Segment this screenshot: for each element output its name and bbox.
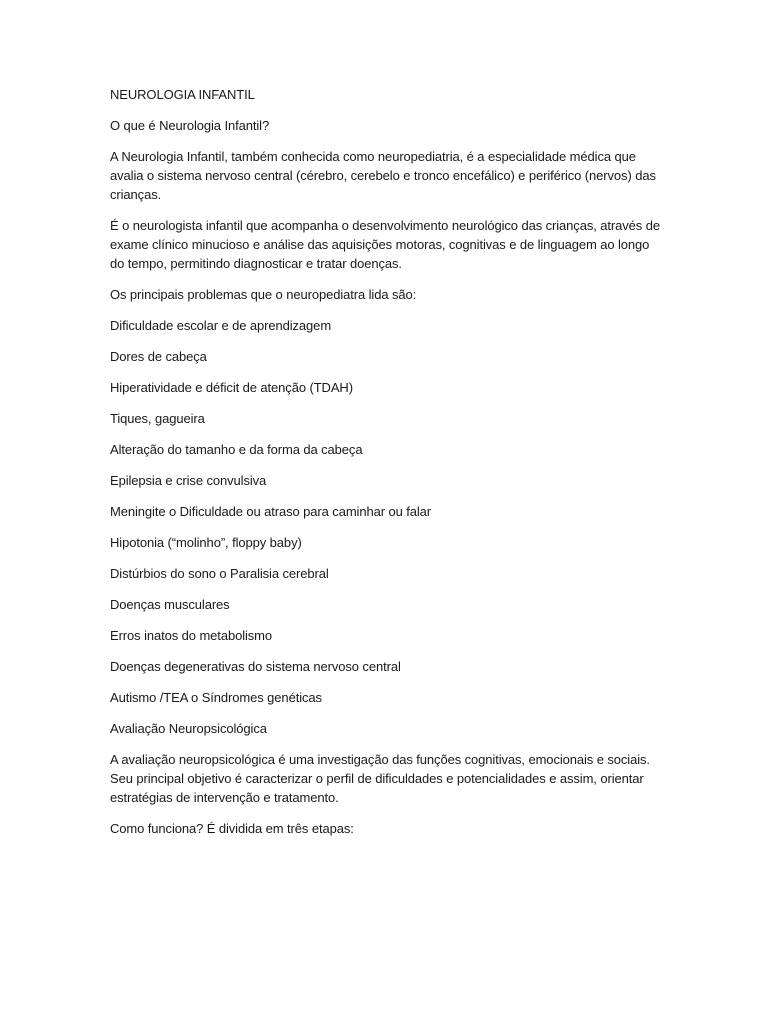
section-title: Avaliação Neuropsicológica	[110, 721, 267, 736]
problem-item: Doenças musculares	[110, 597, 230, 612]
problem-item: Alteração do tamanho e da forma da cabeça	[110, 442, 363, 457]
how-it-works: Como funciona? É dividida em três etapas:	[110, 821, 354, 836]
problem-item: Hipotonia (“molinho”, floppy baby)	[110, 535, 302, 550]
intro-paragraph-2: É o neurologista infantil que acompanha o desenvolvimento neurológico das crianças, através de exame clínico minucioso e análise das aquisições motoras, cognitivas e de linguagem ao longo do tempo, permitindo diagnosticar e tratar doenças.	[110, 218, 660, 271]
problem-item: Distúrbios do sono o Paralisia cerebral	[110, 566, 329, 581]
document-title: NEUROLOGIA INFANTIL	[110, 87, 255, 102]
document-body	[110, 85, 665, 850]
question-heading: O que é Neurologia Infantil?	[110, 118, 270, 133]
problems-intro: Os principais problemas que o neuropediatra lida são:	[110, 287, 417, 302]
problem-item: Doenças degenerativas do sistema nervoso central	[110, 659, 401, 674]
problem-item: Erros inatos do metabolismo	[110, 628, 273, 643]
problem-item: Epilepsia e crise convulsiva	[110, 473, 267, 488]
problem-item: Meningite o Dificuldade ou atraso para caminhar ou falar	[110, 504, 432, 519]
intro-paragraph-1: A Neurologia Infantil, também conhecida como neuropediatria, é a especialidade médica que avalia o sistema nervoso central (cérebro, cerebelo e tronco encefálico) e periférico (nervos) das crianças.	[110, 149, 656, 202]
problem-item: Tiques, gagueira	[110, 411, 205, 426]
problem-item: Hiperatividade e déficit de atenção (TDAH)	[110, 380, 353, 395]
section-paragraph: A avaliação neuropsicológica é uma investigação das funções cognitivas, emocionais e sociais. Seu principal objetivo é caracterizar o perfil de dificuldades e potencialidades e assim, orientar estratégias de intervenção e tratamento.	[110, 752, 650, 805]
problem-item: Dores de cabeça	[110, 349, 207, 364]
problem-item: Autismo /TEA o Síndromes genéticas	[110, 690, 322, 705]
problem-item: Dificuldade escolar e de aprendizagem	[110, 318, 332, 333]
